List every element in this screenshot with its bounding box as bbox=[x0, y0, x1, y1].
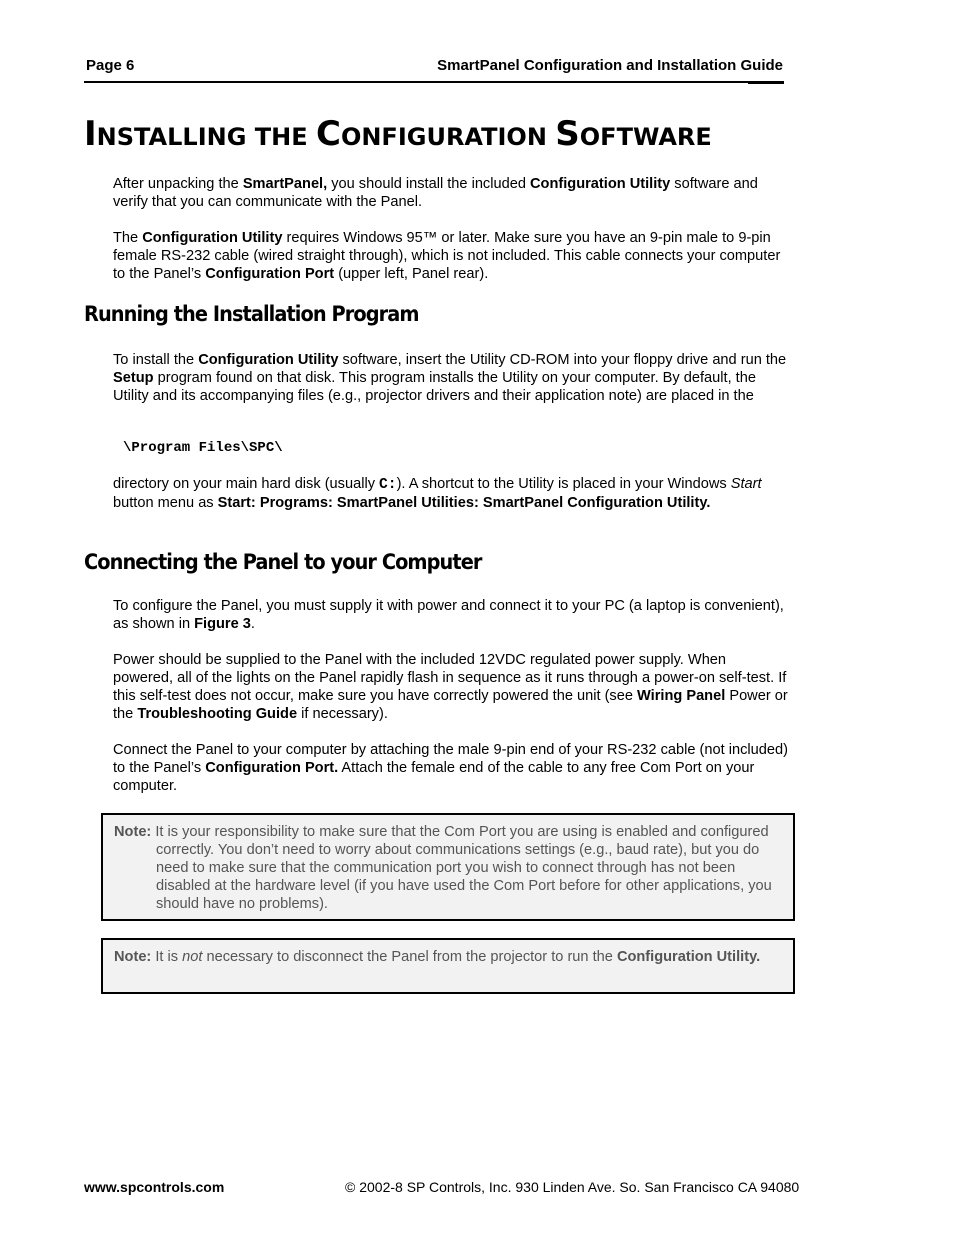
header-rule-accent bbox=[748, 81, 784, 84]
note-box-disconnect bbox=[101, 938, 795, 994]
guide-title: SmartPanel Configuration and Installation Guide bbox=[437, 57, 783, 74]
page-number: Page 6 bbox=[86, 57, 135, 74]
connecting-paragraph-3: Connect the Panel to your computer by attaching the male 9-pin end of your RS-232 cable (not included) to the Panel’s Configuration Port. Attach the female end of the cable to any free Com Port on your computer. bbox=[113, 742, 788, 794]
note-text: Note: It is not necessary to disconnect the Panel from the projector to run the Configuration Utility. bbox=[114, 949, 761, 965]
installation-paragraph-1: To install the Configuration Utility software, insert the Utility CD-ROM into your floppy drive and run the Setup program found on that disk. This program installs the Utility on your computer. By default, the Utility and its accompanying files (e.g., projector drivers and their application note) are placed in the bbox=[113, 352, 787, 404]
section-heading-connecting: Connecting the Panel to your Computer bbox=[84, 550, 482, 574]
connecting-paragraph-1: To configure the Panel, you must supply it with power and connect it to your PC (a laptop is convenient), as shown in Figure 3. bbox=[113, 598, 784, 632]
page-title: INSTALLING THE CONFIGURATION SOFTWARE bbox=[84, 114, 712, 154]
note-box-com-port bbox=[101, 813, 795, 921]
footer-copyright: © 2002-8 SP Controls, Inc. 930 Linden Ave. So. San Francisco CA 94080 bbox=[345, 1179, 800, 1195]
install-path: \Program Files\SPC\ bbox=[123, 440, 283, 456]
connecting-paragraph-2: Power should be supplied to the Panel with the included 12VDC regulated power supply. When powered, all of the lights on the Panel rapidly flash in sequence as it runs through a power-on self-test. If this self-test does not occur, make sure you have correctly powered the unit (see Wiring Panel Power or the Troubleshooting Guide if necessary). bbox=[113, 652, 788, 722]
footer-website: www.spcontrols.com bbox=[84, 1179, 225, 1195]
intro-paragraph-1: After unpacking the SmartPanel, you should install the included Configuration Utility software and verify that you can communicate with the Panel. bbox=[113, 176, 758, 210]
note-text: Note: It is your responsibility to make sure that the Com Port you are using is enabled and configured correctly. You don’t need to worry about communications settings (e.g., baud rate), but you do need to make sure that the communication port you wish to connect through has not been disabled at the hardware level (if you have used the Com Port before for other applications, you should have no problems). bbox=[114, 824, 772, 912]
section-heading-installation: Running the Installation Program bbox=[84, 302, 419, 326]
intro-paragraph-2: The Configuration Utility requires Windows 95™ or later. Make sure you have an 9-pin male to 9-pin female RS-232 cable (wired straight through), which is not included. This cable connects your computer to the Panel’s Configuration Port (upper left, Panel rear). bbox=[113, 230, 781, 282]
installation-paragraph-2: directory on your main hard disk (usually C:). A shortcut to the Utility is placed in your Windows Start button menu as Start: Programs: SmartPanel Utilities: SmartPanel Configuration Utility. bbox=[113, 476, 762, 511]
header-rule bbox=[84, 81, 784, 83]
